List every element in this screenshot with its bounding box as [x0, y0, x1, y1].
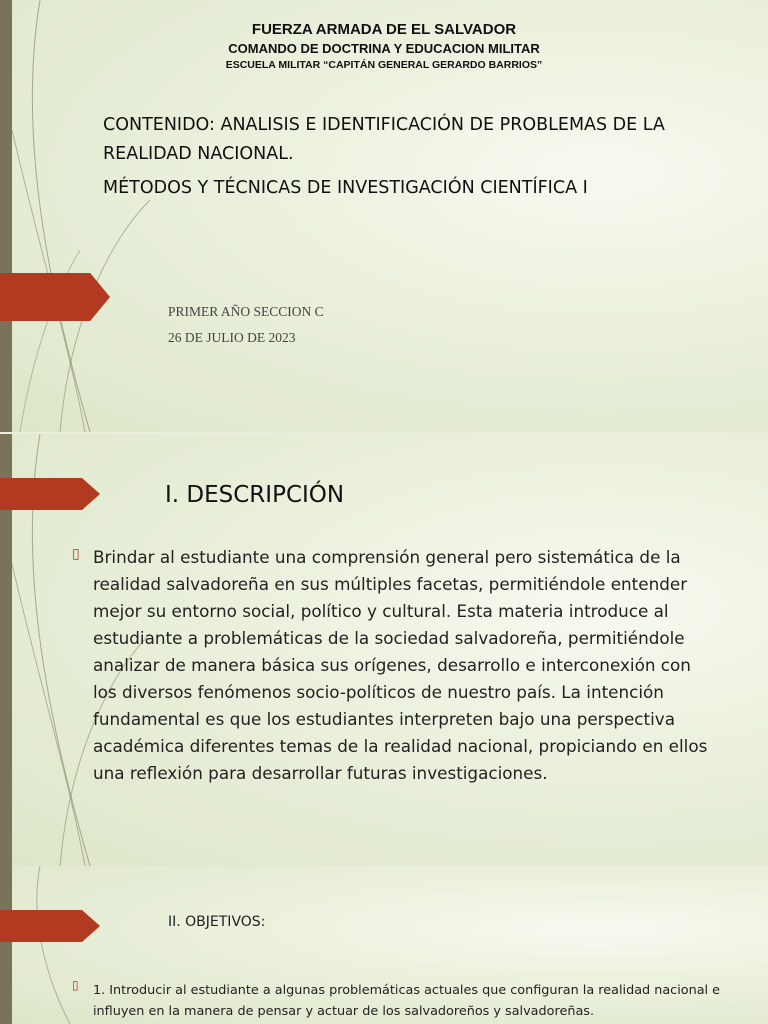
- date-label: 26 DE JULIO DE 2023: [168, 330, 296, 345]
- slide-title: [0, 0, 768, 432]
- slide-objectives: [0, 866, 768, 1024]
- objectives-title: II. OBJETIVOS:: [168, 914, 266, 930]
- description-text: Brindar al estudiante una comprensión general pero sistemática de la realidad salvadoreña en sus múltiples facetas, permitiéndole entender mejor su entorno social, político y cultural. Esta materia introduce al estudiante a problemáticas de la sociedad salvadoreña, permitiéndole analizar de manera básica sus orígenes, desarrollo e interconexión con los diversos fenómenos socio-políticos de nuestro país. La intención fundamental es que los estudiantes interpreten bajo una perspectiva académica diferentes temas de la realidad nacional, propiciando en ellos una reflexión para desarrollar futuras investigaciones.: [93, 547, 708, 783]
- contenido-line2: REALIDAD NACIONAL.: [103, 144, 294, 164]
- slide-description: [0, 434, 768, 866]
- accent-arrow: [0, 910, 100, 942]
- header-school: ESCUELA MILITAR “CAPITÁN GENERAL GERARDO BARRIOS”: [225, 59, 543, 71]
- subject-title: MÉTODOS Y TÉCNICAS DE INVESTIGACIÓN CIENTÍFICA I: [103, 178, 588, 198]
- header-institution: FUERZA ARMADA DE EL SALVADOR: [251, 21, 517, 38]
- section-label: PRIMER AÑO SECCION C: [168, 304, 324, 319]
- bullet-icon: ▯: [72, 978, 79, 992]
- left-bar: [0, 866, 12, 1024]
- accent-arrow: [0, 478, 100, 510]
- contenido-line1: CONTENIDO: ANALISIS E IDENTIFICACIÓN DE PROBLEMAS DE LA: [103, 115, 665, 135]
- header-command: COMANDO DE DOCTRINA Y EDUCACION MILITAR: [228, 41, 540, 56]
- section-title: I. DESCRIPCIÓN: [165, 482, 345, 508]
- objective-item-1: 1. Introducir al estudiante a algunas problemáticas actuales que configuran la realidad nacional e influyen en la manera de pensar y actuar de los salvadoreños y salvadoreñas.: [93, 983, 721, 1019]
- bullet-icon: ▯: [72, 546, 80, 562]
- accent-arrow: [0, 273, 110, 321]
